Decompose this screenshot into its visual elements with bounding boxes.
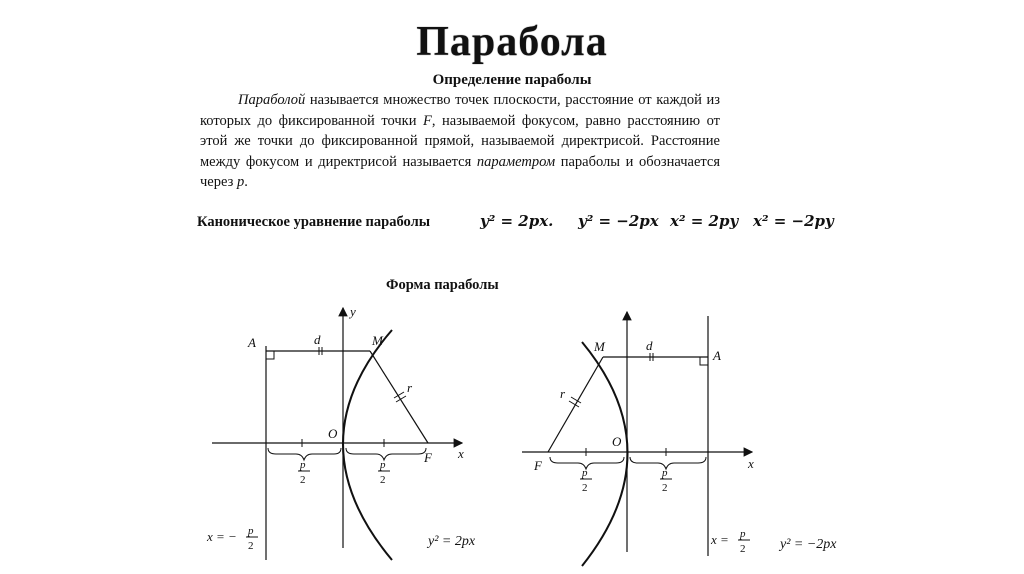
right-directrix-eq-prefix: x = [711, 532, 729, 547]
left-half-p-2-den: 2 [380, 474, 386, 486]
form-heading: Форма параболы [386, 277, 499, 293]
parameter-term: параметром [476, 153, 556, 170]
right-brace-2 [630, 457, 706, 469]
left-label-d: d [314, 332, 321, 347]
right-directrix-p-den: 2 [740, 543, 746, 555]
equation-y2-2px: y² = 2px. [480, 212, 554, 230]
equation-y2-minus-2px: y² = −2px [578, 212, 659, 230]
canonical-label: Каноническое уравнение параболы [197, 214, 431, 230]
left-directrix-eq-prefix: x = − [207, 529, 237, 544]
right-half-p-1-den: 2 [582, 482, 588, 494]
left-point-M: M [372, 333, 383, 348]
left-point-O: O [328, 426, 338, 441]
equation-x2-2py: x² = 2py [670, 212, 739, 230]
left-point-A: A [248, 335, 256, 350]
left-half-p-1-den: 2 [300, 474, 306, 486]
left-segment-r [370, 351, 428, 443]
focus-symbol: F [422, 112, 432, 129]
page-title: Парабола [416, 19, 608, 65]
left-x-label: x [458, 446, 464, 461]
right-label-r: r [560, 386, 566, 401]
right-equation: y² = −2px [780, 537, 837, 552]
right-parabola [582, 342, 628, 566]
right-point-A: A [713, 348, 721, 363]
definition-term: Параболой [238, 92, 306, 108]
left-directrix-p-num: p [248, 525, 254, 537]
left-equation: y² = 2px [428, 534, 476, 549]
right-point-O: O [612, 434, 622, 449]
left-point-F: F [424, 450, 432, 465]
left-y-label: y [350, 304, 356, 319]
right-label-d: d [646, 338, 653, 353]
parameter-symbol: p [236, 174, 245, 190]
definition-text-part-3: параболы и обозначается через [200, 153, 720, 190]
figure-left-labels [206, 304, 476, 552]
right-directrix-p-num: p [740, 528, 746, 540]
figure-right-labels [533, 338, 837, 555]
left-brace-2 [346, 448, 426, 460]
equation-x2-minus-2py: x² = −2py [753, 212, 834, 230]
left-parabola [343, 330, 392, 560]
right-point-F: F [534, 458, 542, 473]
left-half-p-2-num: p [380, 459, 386, 471]
left-half-p-1-num: p [300, 459, 306, 471]
definition-text-part-1: называется множество точек плоскости, расстояние от каждой из которых до фиксированной точки [200, 92, 720, 129]
right-right-angle-mark [700, 357, 708, 365]
definition-text-part-2: , называемой фокусом, равно расстоянию от этой же точки до фиксированной прямой, называемой директрисой. Расстояние между фокусом и директрисой называется [200, 112, 720, 170]
left-right-angle-mark [266, 351, 274, 359]
right-x-label: x [748, 456, 754, 471]
right-half-p-2-num: p [662, 467, 668, 479]
definition-heading: Определение параболы [432, 72, 592, 88]
left-label-r: r [407, 380, 413, 395]
definition-text-part-4: . [244, 174, 248, 190]
right-half-p-1-num: p [582, 467, 588, 479]
right-point-M: M [594, 339, 605, 354]
left-directrix-p-den: 2 [248, 540, 254, 552]
right-half-p-2-den: 2 [662, 482, 668, 494]
